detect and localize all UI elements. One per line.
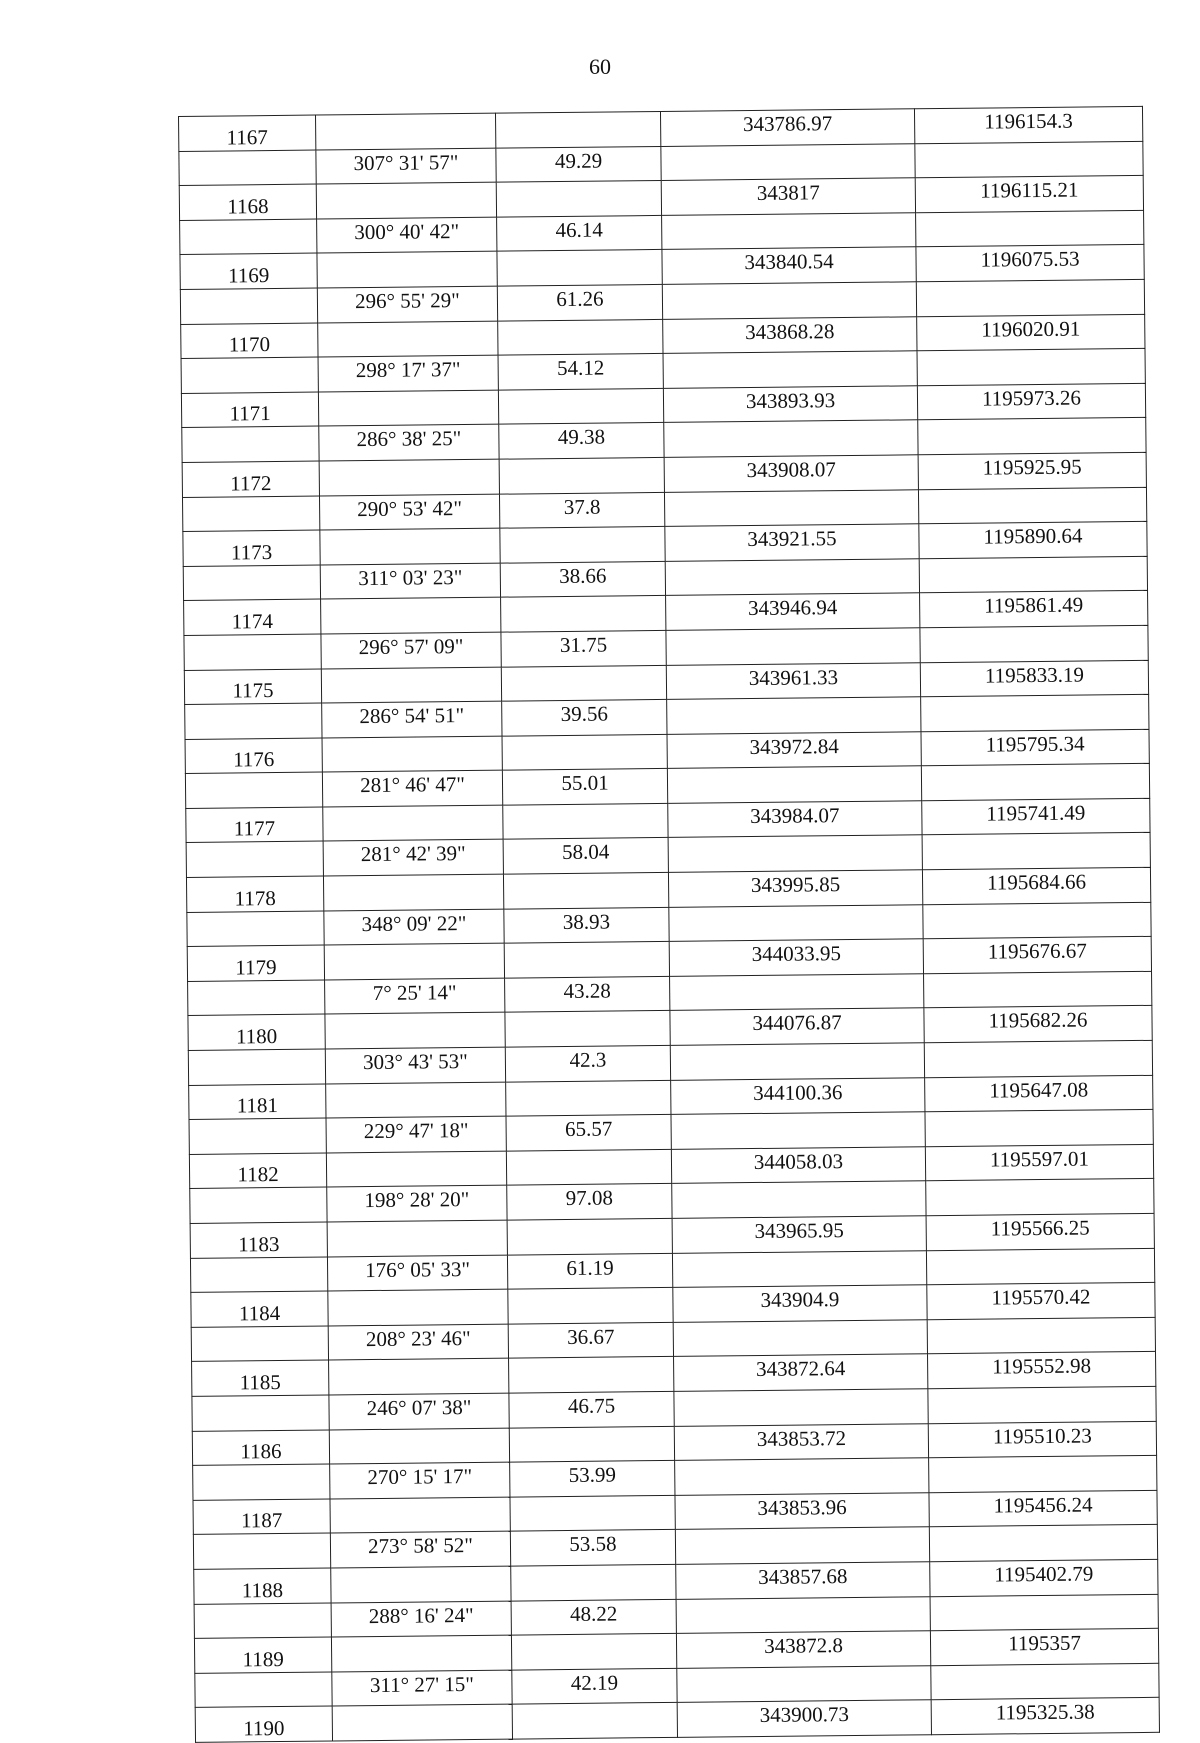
northing-value: 1195973.26 (917, 383, 1145, 420)
easting-value (666, 628, 920, 665)
distance-value (501, 596, 666, 632)
distance-value: 49.38 (499, 423, 664, 459)
distance-value (510, 1495, 675, 1531)
station-number: 1188 (194, 1568, 331, 1604)
station-number (180, 219, 317, 255)
station-number (194, 1603, 331, 1639)
bearing-value: 298° 17' 37" (318, 355, 498, 391)
easting-value: 343908.07 (664, 455, 918, 492)
easting-value: 343893.93 (663, 386, 917, 423)
easting-value: 343921.55 (665, 524, 919, 561)
easting-value (663, 351, 917, 388)
station-number (188, 980, 325, 1016)
station-number: 1167 (179, 115, 316, 151)
bearing-value: 273° 58' 52" (330, 1531, 510, 1567)
northing-value: 1195682.26 (924, 1006, 1152, 1043)
easting-value: 344058.03 (671, 1147, 925, 1184)
distance-value (509, 1426, 674, 1462)
northing-value: 1195597.01 (925, 1144, 1153, 1181)
easting-value: 344100.36 (671, 1077, 925, 1114)
northing-value (924, 971, 1152, 1008)
easting-value: 343817 (661, 178, 915, 215)
easting-value (667, 766, 921, 803)
easting-value (670, 1043, 924, 1080)
distance-value (502, 734, 667, 770)
station-number (192, 1395, 329, 1431)
northing-value (921, 764, 1149, 801)
easting-value: 343853.96 (675, 1492, 929, 1529)
bearing-value: 281° 46' 47" (322, 770, 502, 806)
easting-value (664, 420, 918, 457)
bearing-value (315, 113, 495, 149)
station-number (186, 841, 323, 877)
easting-value (671, 1112, 925, 1149)
northing-value (916, 210, 1144, 247)
northing-value (929, 1525, 1157, 1562)
distance-value: 49.29 (496, 146, 661, 182)
bearing-value (331, 1566, 511, 1602)
station-number: 1186 (192, 1430, 329, 1466)
easting-value (662, 282, 916, 319)
northing-value (916, 279, 1144, 316)
bearing-value (326, 1082, 506, 1118)
station-number (180, 288, 317, 324)
station-number (189, 1118, 326, 1154)
station-number: 1182 (189, 1153, 326, 1189)
station-number (190, 1187, 327, 1223)
station-number: 1185 (192, 1360, 329, 1396)
distance-value (500, 527, 665, 563)
bearing-value (323, 805, 503, 841)
easting-value (668, 835, 922, 872)
bearing-value (319, 459, 499, 495)
northing-value (930, 1594, 1158, 1631)
easting-value (670, 974, 924, 1011)
survey-coordinates-table (178, 106, 1160, 1743)
easting-value: 344076.87 (670, 1008, 924, 1045)
station-number: 1172 (182, 461, 319, 497)
easting-value (677, 1665, 931, 1702)
northing-value: 1196115.21 (915, 176, 1143, 213)
northing-value: 1195325.38 (931, 1698, 1159, 1735)
northing-value: 1195833.19 (920, 660, 1148, 697)
easting-value (664, 489, 918, 526)
easting-value (672, 1250, 926, 1287)
distance-value: 43.28 (505, 976, 670, 1012)
northing-value: 1195357 (930, 1628, 1158, 1665)
easting-value (675, 1527, 929, 1564)
distance-value: 53.99 (510, 1461, 675, 1497)
bearing-value: 307° 31' 57" (316, 148, 496, 184)
distance-value: 97.08 (507, 1184, 672, 1220)
northing-value: 1195684.66 (922, 867, 1150, 904)
easting-value: 343995.85 (668, 870, 922, 907)
bearing-value (321, 597, 501, 633)
bearing-value (317, 252, 497, 288)
distance-value: 58.04 (503, 838, 668, 874)
northing-value: 1195570.42 (927, 1283, 1155, 1320)
bearing-value: 176° 05' 33" (327, 1255, 507, 1291)
bearing-value: 311° 03' 23" (320, 563, 500, 599)
station-number: 1174 (184, 599, 321, 635)
northing-value (926, 1179, 1154, 1216)
distance-value (508, 1288, 673, 1324)
bearing-value: 286° 54' 51" (322, 701, 502, 737)
easting-value: 343786.97 (660, 109, 914, 146)
northing-value: 1195676.67 (923, 937, 1151, 974)
easting-value (674, 1389, 928, 1426)
bearing-value: 229° 47' 18" (326, 1116, 506, 1152)
distance-value (511, 1633, 676, 1669)
bearing-value: 281° 42' 39" (323, 840, 503, 876)
distance-value: 65.57 (506, 1115, 671, 1151)
northing-value (931, 1663, 1159, 1700)
distance-value (512, 1703, 677, 1739)
distance-value: 54.12 (498, 354, 663, 390)
station-number (185, 772, 322, 808)
station-number (191, 1326, 328, 1362)
bearing-value: 246° 07' 38" (329, 1393, 509, 1429)
distance-value: 37.8 (499, 492, 664, 528)
bearing-value: 296° 57' 09" (321, 632, 501, 668)
easting-value: 343840.54 (662, 247, 916, 284)
bearing-value: 7° 25' 14" (325, 978, 505, 1014)
easting-value (675, 1458, 929, 1495)
distance-value (501, 665, 666, 701)
distance-value (507, 1218, 672, 1254)
distance-value: 42.19 (512, 1668, 677, 1704)
distance-value: 61.19 (507, 1253, 672, 1289)
distance-value (511, 1564, 676, 1600)
easting-value (673, 1320, 927, 1357)
station-number (188, 1049, 325, 1085)
easting-value (665, 558, 919, 595)
station-number: 1180 (188, 1014, 325, 1050)
station-number: 1181 (189, 1084, 326, 1120)
distance-value (504, 942, 669, 978)
distance-value: 61.26 (497, 284, 662, 320)
northing-value (925, 1110, 1153, 1147)
easting-value (669, 904, 923, 941)
distance-value: 38.66 (500, 561, 665, 597)
easting-value: 343872.64 (674, 1354, 928, 1391)
distance-value (503, 803, 668, 839)
station-number (190, 1257, 327, 1293)
northing-value: 1195566.25 (926, 1213, 1154, 1250)
bearing-value: 300° 40' 42" (317, 217, 497, 253)
bearing-value: 296° 55' 29" (317, 286, 497, 322)
distance-value: 55.01 (502, 769, 667, 805)
bearing-value: 286° 38' 25" (319, 425, 499, 461)
bearing-value (329, 1358, 509, 1394)
bearing-value (316, 182, 496, 218)
bearing-value: 288° 16' 24" (331, 1601, 511, 1637)
northing-value: 1196020.91 (917, 314, 1145, 351)
northing-value: 1195402.79 (930, 1559, 1158, 1596)
station-number: 1187 (193, 1499, 330, 1535)
station-number (179, 150, 316, 186)
northing-value (927, 1317, 1155, 1354)
northing-value: 1195925.95 (918, 452, 1146, 489)
station-number (193, 1464, 330, 1500)
northing-value (915, 141, 1143, 178)
bearing-value: 311° 27' 15" (332, 1670, 512, 1706)
table-body (179, 106, 1160, 1742)
station-number: 1179 (187, 945, 324, 981)
easting-value: 344033.95 (669, 939, 923, 976)
station-number (183, 565, 320, 601)
easting-value (662, 213, 916, 250)
easting-value: 343872.8 (676, 1631, 930, 1668)
northing-value: 1195510.23 (928, 1421, 1156, 1458)
station-number (187, 911, 324, 947)
bearing-value (320, 528, 500, 564)
northing-value (918, 487, 1146, 524)
northing-value (924, 1040, 1152, 1077)
station-number: 1189 (194, 1637, 331, 1673)
distance-value: 46.14 (497, 215, 662, 251)
bearing-value (330, 1497, 510, 1533)
easting-value (661, 143, 915, 180)
easting-value: 343900.73 (677, 1700, 931, 1737)
northing-value: 1196154.3 (914, 106, 1142, 143)
bearing-value: 290° 53' 42" (319, 494, 499, 530)
easting-value: 343972.84 (667, 731, 921, 768)
station-number: 1178 (186, 876, 323, 912)
station-number (184, 634, 321, 670)
bearing-value (327, 1220, 507, 1256)
bearing-value (331, 1635, 511, 1671)
station-number (195, 1672, 332, 1708)
station-number: 1190 (195, 1706, 332, 1742)
easting-value: 343946.94 (666, 593, 920, 630)
distance-value (498, 388, 663, 424)
northing-value: 1195552.98 (928, 1352, 1156, 1389)
station-number: 1183 (190, 1222, 327, 1258)
distance-value: 46.75 (509, 1391, 674, 1427)
bearing-value: 348° 09' 22" (324, 909, 504, 945)
northing-value: 1195741.49 (922, 798, 1150, 835)
easting-value: 343857.68 (676, 1562, 930, 1599)
northing-value: 1195795.34 (921, 729, 1149, 766)
bearing-value (325, 1013, 505, 1049)
distance-value: 39.56 (502, 700, 667, 736)
distance-value (499, 457, 664, 493)
distance-value: 31.75 (501, 630, 666, 666)
station-number: 1169 (180, 253, 317, 289)
distance-value: 53.58 (510, 1530, 675, 1566)
northing-value (922, 833, 1150, 870)
bearing-value (321, 667, 501, 703)
easting-value (667, 697, 921, 734)
distance-value: 48.22 (511, 1599, 676, 1635)
northing-value: 1195861.49 (920, 591, 1148, 628)
bearing-value: 270° 15' 17" (330, 1462, 510, 1498)
distance-value (506, 1149, 671, 1185)
station-number: 1170 (181, 323, 318, 359)
distance-value: 38.93 (504, 907, 669, 943)
station-number: 1171 (181, 392, 318, 428)
bearing-value (324, 943, 504, 979)
bearing-value (326, 1151, 506, 1187)
station-number: 1173 (183, 530, 320, 566)
bearing-value (332, 1704, 512, 1740)
easting-value (672, 1181, 926, 1218)
bearing-value (328, 1289, 508, 1325)
distance-value: 42.3 (505, 1045, 670, 1081)
easting-value: 343868.28 (663, 316, 917, 353)
northing-value: 1196075.53 (916, 245, 1144, 282)
northing-value (920, 625, 1148, 662)
bearing-value (322, 736, 502, 772)
bearing-value: 303° 43' 53" (325, 1047, 505, 1083)
northing-value (929, 1455, 1157, 1492)
northing-value (921, 694, 1149, 731)
bearing-value (329, 1428, 509, 1464)
distance-value (503, 872, 668, 908)
northing-value (923, 902, 1151, 939)
northing-value: 1195456.24 (929, 1490, 1157, 1527)
distance-value (495, 111, 660, 147)
bearing-value (323, 874, 503, 910)
station-number: 1176 (185, 738, 322, 774)
easting-value: 343961.33 (666, 662, 920, 699)
northing-value (919, 556, 1147, 593)
station-number (193, 1533, 330, 1569)
bearing-value: 208° 23' 46" (328, 1324, 508, 1360)
easting-value: 343984.07 (668, 801, 922, 838)
station-number (185, 703, 322, 739)
easting-value: 343904.9 (673, 1285, 927, 1322)
station-number (182, 426, 319, 462)
northing-value (928, 1386, 1156, 1423)
station-number: 1168 (179, 184, 316, 220)
northing-value (918, 418, 1146, 455)
bearing-value: 198° 28' 20" (327, 1186, 507, 1222)
bearing-value (318, 321, 498, 357)
northing-value (926, 1248, 1154, 1285)
distance-value (498, 319, 663, 355)
easting-value: 343853.72 (674, 1423, 928, 1460)
station-number: 1175 (184, 669, 321, 705)
bearing-value (318, 390, 498, 426)
station-number: 1177 (186, 807, 323, 843)
distance-value (509, 1357, 674, 1393)
distance-value (497, 250, 662, 286)
station-number (181, 357, 318, 393)
northing-value: 1195890.64 (919, 522, 1147, 559)
northing-value (917, 349, 1145, 386)
station-number (182, 496, 319, 532)
distance-value: 36.67 (508, 1322, 673, 1358)
distance-value (496, 181, 661, 217)
station-number: 1184 (191, 1291, 328, 1327)
distance-value (505, 1011, 670, 1047)
easting-value: 343965.95 (672, 1216, 926, 1253)
distance-value (506, 1080, 671, 1116)
page-number: 60 (589, 54, 611, 79)
northing-value: 1195647.08 (925, 1075, 1153, 1112)
easting-value (676, 1596, 930, 1633)
